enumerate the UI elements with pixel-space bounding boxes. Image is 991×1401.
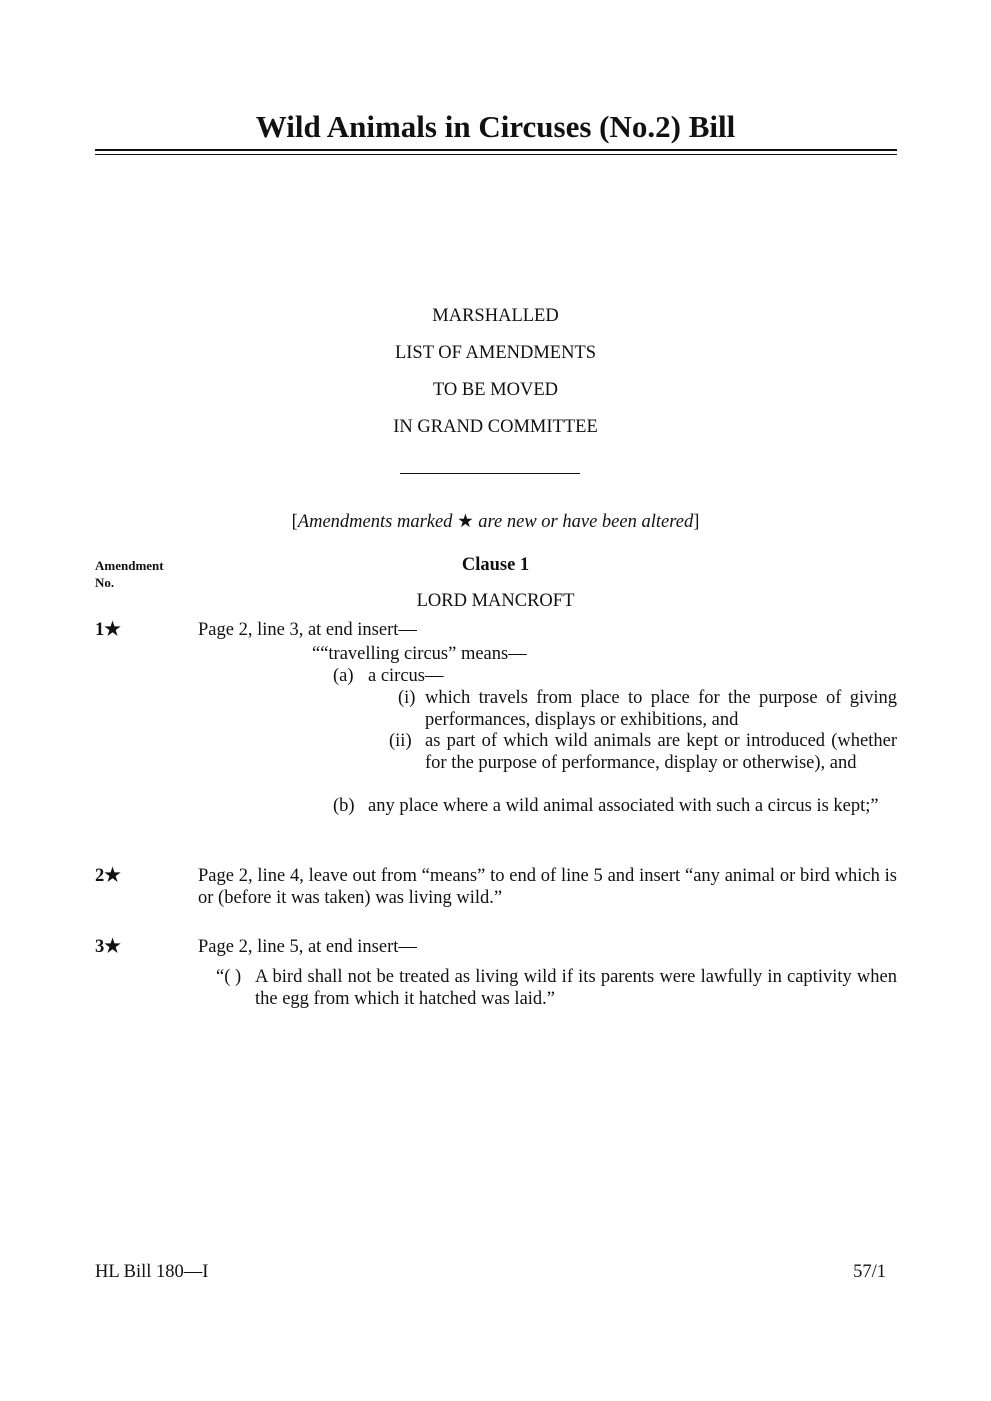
amendment-number-2: 2★	[95, 866, 121, 886]
para-b-text: any place where a wild animal associated with such a circus is kept;”	[368, 796, 879, 816]
subpara-i-label: (i)	[398, 688, 416, 708]
subpara-ii-label: (ii)	[389, 731, 412, 751]
clause-heading: Clause 1	[461, 555, 530, 575]
note-bracket-open: [	[291, 512, 298, 532]
heading-line-2: LIST OF AMENDMENTS	[394, 343, 597, 363]
amendment-3-sub-text: A bird shall not be treated as living wild if its parents were lawfully in captivity when the egg from which it hatched was laid.”	[255, 967, 897, 1009]
footer-bill-number: HL Bill 180—I	[95, 1262, 209, 1282]
heading-line-3: TO BE MOVED	[432, 380, 559, 400]
amendment-1-text: Page 2, line 3, at end insert—	[198, 620, 417, 640]
bill-title: Wild Animals in Circuses (No.2) Bill	[255, 109, 736, 144]
amendment-1-quote-intro: ““travelling circus” means—	[312, 644, 527, 664]
separator-line	[400, 473, 580, 474]
amendment-number-1: 1★	[95, 620, 121, 640]
amendments-note	[0, 512, 991, 534]
note-text-1: Amendments marked	[297, 512, 458, 532]
amendment-number-3: 3★	[95, 937, 121, 957]
para-b-label: (b)	[333, 796, 355, 816]
subpara-i-text: which travels from place to place for the purpose of giving performances, displays or exhibitions, and	[425, 688, 897, 730]
amendment-2-text: Page 2, line 4, leave out from “means” to end of line 5 and insert “any animal or bird which is or (before it was taken) was living wild.”	[198, 866, 897, 908]
footer-page-ref: 57/1	[853, 1262, 886, 1282]
note-bracket-close: ]	[693, 512, 700, 532]
heading-line-1: MARSHALLED	[432, 306, 559, 326]
para-a-text: a circus—	[368, 666, 444, 686]
heading-line-4: IN GRAND COMMITTEE	[393, 417, 598, 437]
subpara-ii-text: as part of which wild animals are kept or introduced (whether for the purpose of performance, display or otherwise), and	[425, 731, 897, 773]
member-name: LORD MANCROFT	[416, 591, 575, 611]
title-rule-thin	[95, 154, 897, 155]
amendment-3-sub-label: “( )	[216, 967, 242, 987]
note-text-2: are new or have been altered	[473, 512, 694, 532]
amendment-3-text: Page 2, line 5, at end insert—	[198, 937, 417, 957]
star-icon: ★	[457, 512, 474, 532]
title-rule-thick	[95, 149, 897, 151]
amendment-no-label-1: Amendment	[95, 558, 164, 573]
para-a-label: (a)	[333, 666, 354, 686]
amendment-no-label-2: No.	[95, 575, 115, 590]
